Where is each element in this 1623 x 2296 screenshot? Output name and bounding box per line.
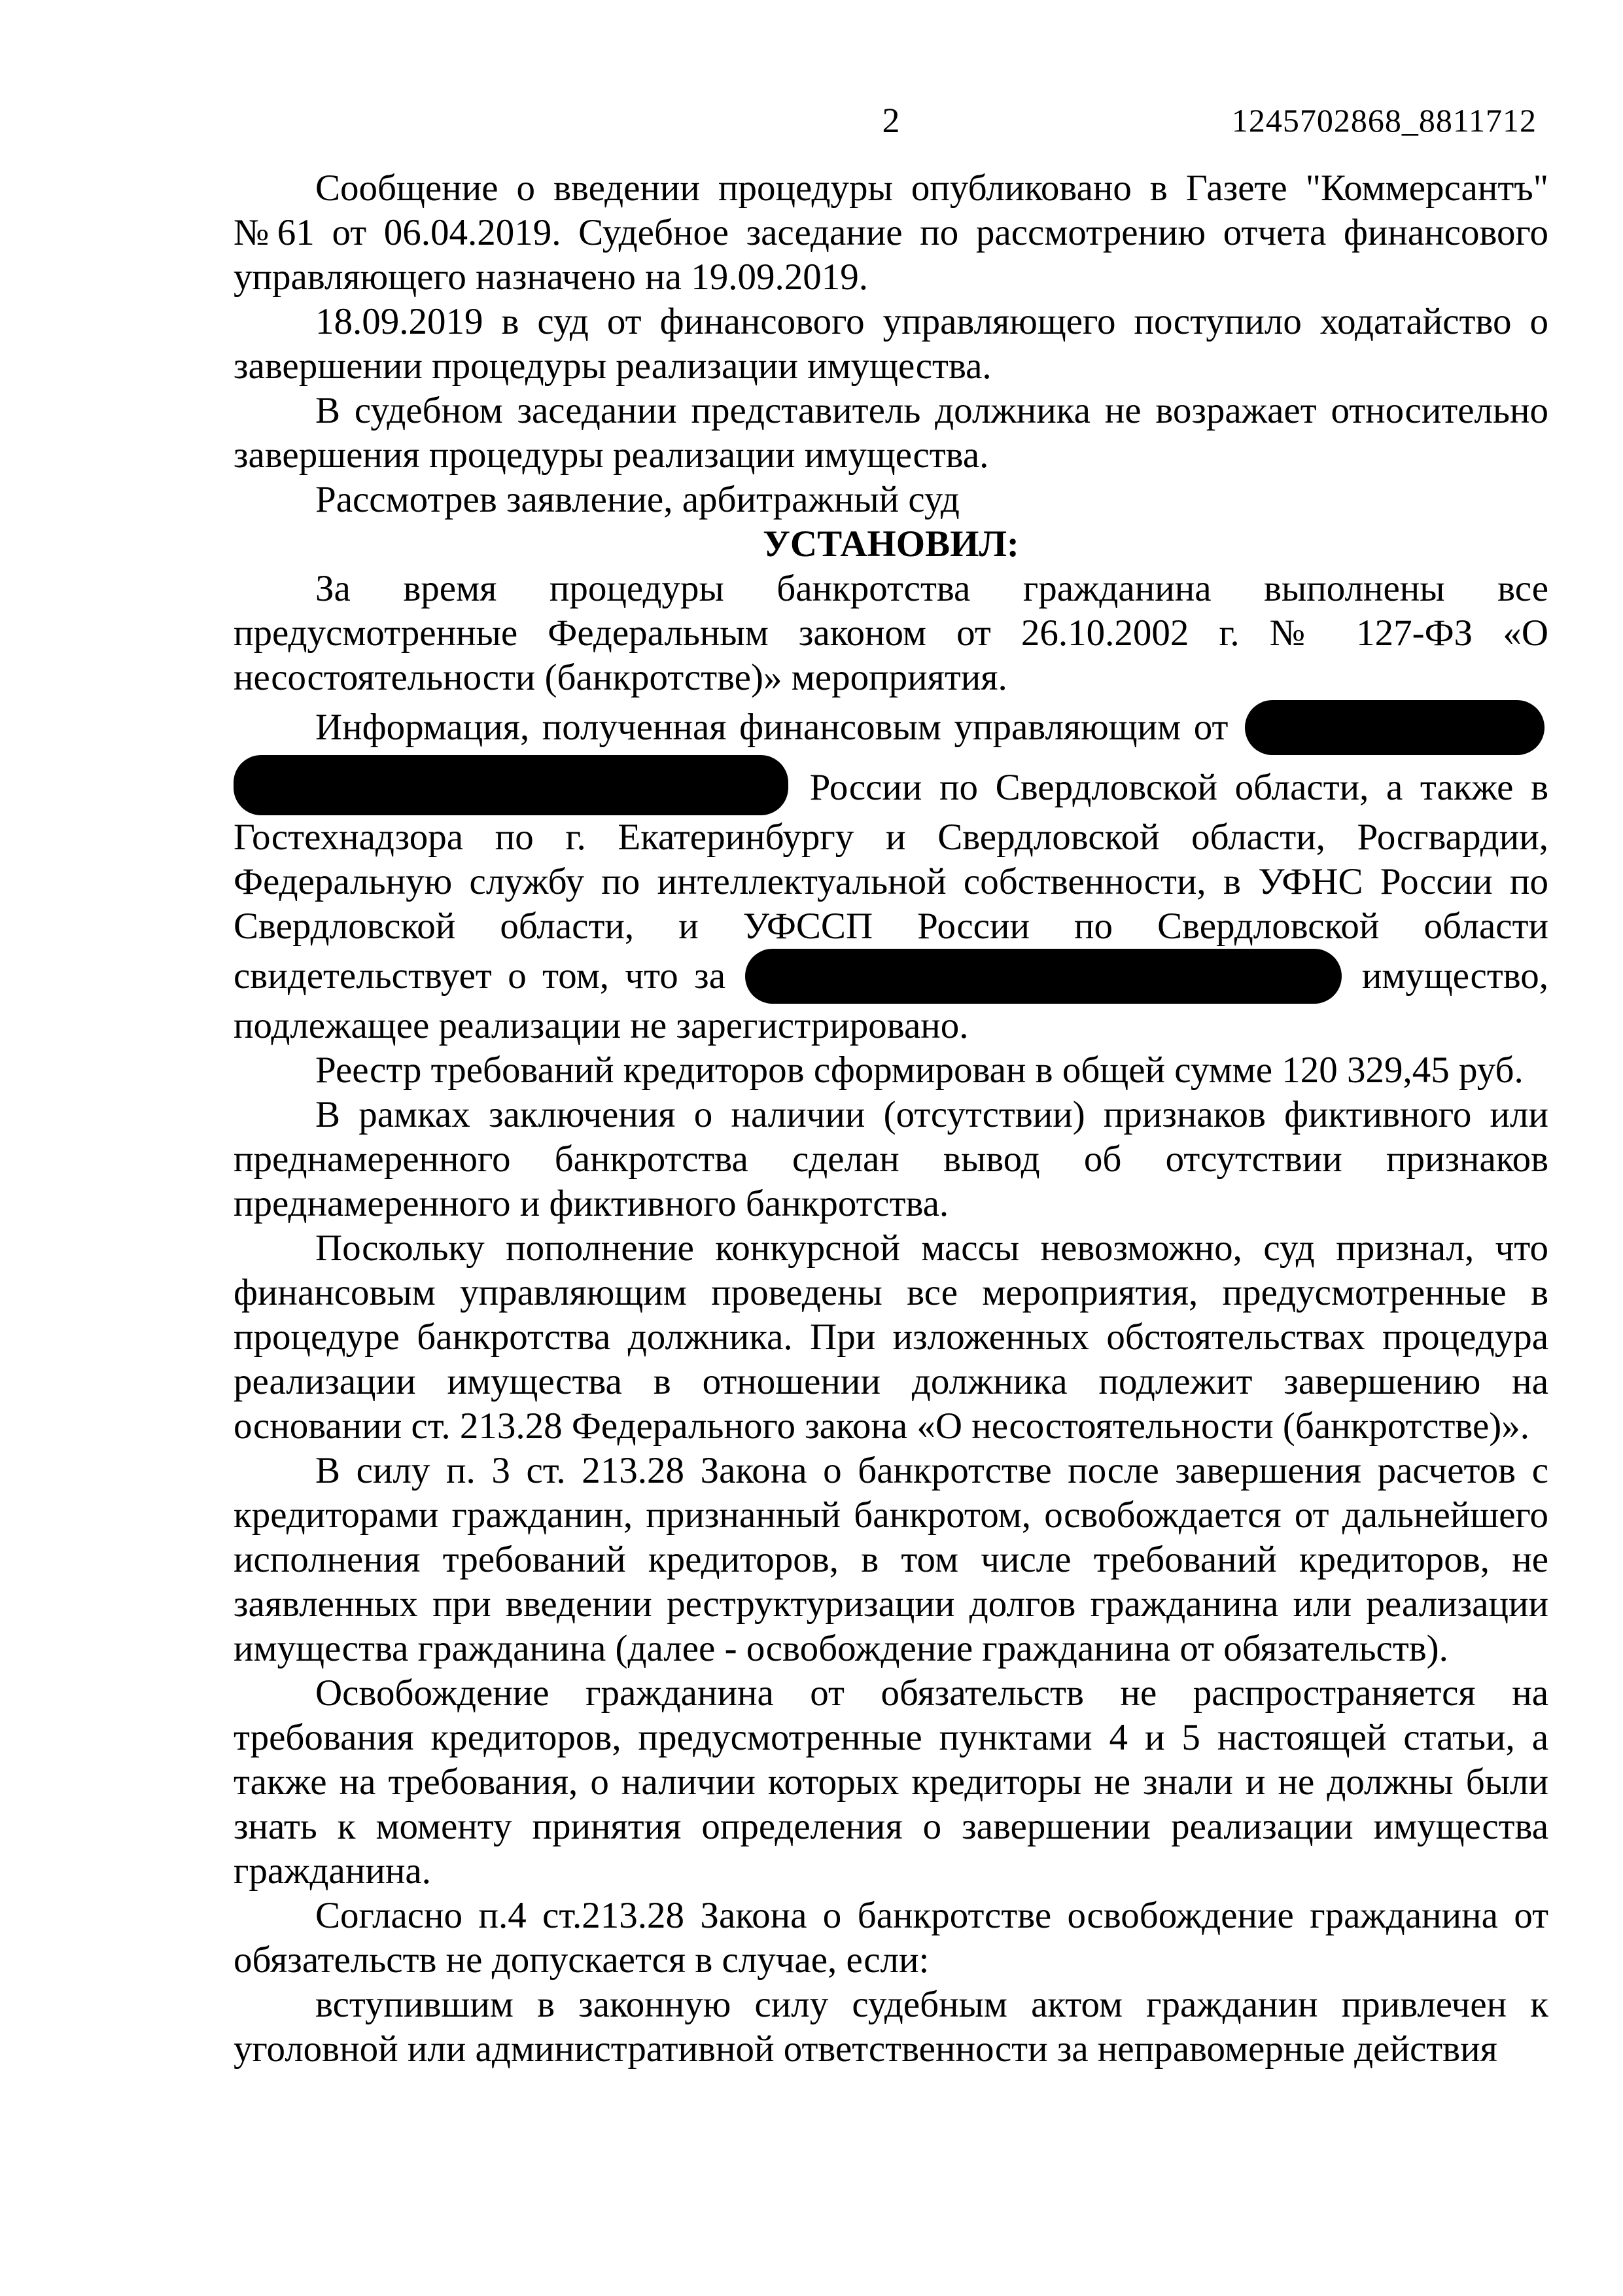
paragraph-release-exceptions: Освобождение гражданина от обязательств не распространяется на требования кредиторов, предусмотренные пунктами 4 и 5 настоящей статьи, а также на требования, о наличии которых кредиторы не знали и не должны были знать к моменту принятия определения о завершении реализации имущества гражданина. — [234, 1672, 1548, 1892]
paragraph-procedures-completed: За время процедуры банкротства гражданина выполнены все предусмотренные Федеральным законом от 26.10.2002 г. № 127-ФЗ «О несостоятельности (банкротстве)» мероприятия. — [234, 568, 1548, 698]
redaction-bar-2 — [234, 755, 788, 815]
paragraph-publication: Сообщение о введении процедуры опубликовано в Газете "Коммерсантъ" №61 от 06.04.2019. Судебное заседание по рассмотрению отчета финансового управляющего назначено на 19.09.2019. — [234, 168, 1548, 298]
heading-ustanovil: УСТАНОВИЛ: — [763, 523, 1019, 565]
text-block — [234, 98, 1548, 2072]
paragraph-court-considered: Рассмотрев заявление, арбитражный суд — [315, 479, 960, 520]
paragraph-motion-filed: 18.09.2019 в суд от финансового управляющего поступило ходатайство о завершении процедуры реализации имущества. — [234, 301, 1548, 387]
paragraph-part-2: России по Свердловской области, а также в Гостехнадзора по г. Екатеринбургу и Свердловской области, Росгвардии, Федеральную службу по интеллектуальной собственности, в УФНС России по Свердловской области, и УФССП России по Свердловской области свидетельствует о том, что за — [234, 767, 1548, 997]
paragraph-hearing-position: В судебном заседании представитель должника не возражает относительно завершения процедуры реализации имущества. — [234, 390, 1548, 476]
document-body — [234, 166, 1548, 2072]
paragraph-information-redacted — [234, 700, 1548, 1048]
redaction-bar-1 — [1245, 700, 1544, 755]
paragraph-release-not-allowed: Согласно п.4 ст.213.28 Закона о банкротстве освобождение гражданина от обязательств не допускается в случае, если: — [234, 1895, 1548, 1981]
paragraph-unlawful-actions: вступившим в законную силу судебным актом гражданин привлечен к уголовной или административной ответственности за неправомерные действия — [234, 1984, 1548, 2070]
paragraph-creditors-registry: Реестр требований кредиторов сформирован в общей сумме 120 329,45 руб. — [315, 1050, 1524, 1091]
page-number: 2 — [882, 101, 900, 140]
paragraph-part-3: имущество, подлежащее реализации не зарегистрировано. — [234, 955, 1549, 1046]
paragraph-completion-grounds: Поскольку пополнение конкурсной массы невозможно, суд признал, что финансовым управляющим проведены все мероприятия, предусмотренные в процедуре банкротства должника. При изложенных обстоятельствах процедура реализации имущества в отношении должника подлежит завершению на основании ст. 213.28 Федерального закона «О несостоятельности (банкротстве)». — [234, 1227, 1548, 1447]
paragraph-no-fictitious-bankruptcy: В рамках заключения о наличии (отсутствии) признаков фиктивного или преднамеренного банкротства сделан вывод об отсутствии признаков преднамеренного и фиктивного банкротства. — [234, 1094, 1548, 1224]
document-id: 1245702868_8811712 — [1231, 102, 1537, 139]
paragraph-part-1: Информация, полученная финансовым управляющим от — [315, 707, 1229, 748]
redaction-bar-3 — [745, 949, 1342, 1004]
paragraph-release-rule: В силу п. 3 ст. 213.28 Закона о банкротстве после завершения расчетов с кредиторами гражданин, признанный банкротом, освобождается от дальнейшего исполнения требований кредиторов, в том числе требований кредиторов, не заявленных при введении реструктуризации долгов гражданина или реализации имущества гражданина (далее - освобождение гражданина от обязательств). — [234, 1450, 1548, 1669]
page-header — [234, 98, 1548, 143]
